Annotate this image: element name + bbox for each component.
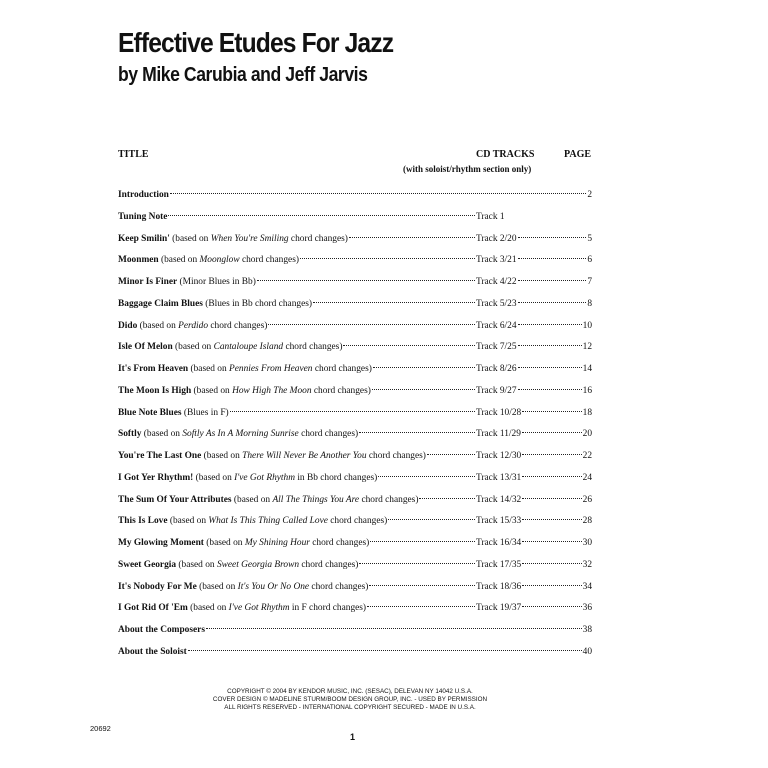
toc-entry-name: You're The Last One — [118, 451, 202, 461]
toc-entry-note-end: chord changes) — [239, 255, 299, 266]
toc-entry-note: (based on — [188, 364, 230, 374]
toc-row — [118, 185, 592, 199]
toc-entry-track: Track 15/33 — [476, 516, 522, 527]
toc-entry-note-end: chord changes) — [283, 342, 343, 353]
toc-entry-note-end: chord changes) — [309, 538, 370, 548]
toc-entry-name: Softly — [118, 429, 142, 440]
toc-entry-name: Keep Smilin' — [118, 233, 170, 244]
toc-entry-note: (based on — [193, 472, 235, 483]
page-number: 1 — [350, 732, 356, 742]
toc-row — [118, 272, 592, 286]
toc-entry-page: 16 — [582, 385, 592, 396]
toc-entry-note: (based on — [176, 559, 217, 570]
dot-leader — [313, 291, 475, 303]
toc-entry-note-end: in F chord changes) — [289, 603, 367, 614]
dot-leader — [388, 508, 475, 520]
toc-entry-note: (based on — [201, 451, 243, 461]
dot-leader — [518, 291, 587, 303]
toc-entry-track: Track 8/26 — [476, 364, 517, 374]
dot-leader — [427, 443, 475, 455]
dot-leader — [359, 552, 475, 564]
toc-entry-page: 10 — [582, 320, 592, 331]
toc-entry-track: Track 7/25 — [476, 342, 517, 353]
toc-row — [118, 446, 592, 460]
dot-leader — [518, 378, 582, 390]
toc-entry-track: Track 2/20 — [476, 233, 517, 244]
toc-entry-title — [118, 516, 387, 526]
toc-entry-source-tune: I've Got Rhythm — [234, 472, 295, 483]
dot-leader — [518, 226, 587, 238]
toc-entry-title — [118, 451, 426, 461]
dot-leader — [257, 269, 475, 281]
toc-entry-track: Track 11/29 — [476, 429, 521, 440]
toc-entry-name: Minor Is Finer — [118, 277, 178, 287]
toc-entry-note: (based on — [231, 494, 273, 505]
toc-entry-page: 8 — [587, 298, 592, 309]
toc-entry-source-tune: My Shining Hour — [244, 538, 310, 548]
toc-entry-source-tune: What Is This Thing Called Love — [208, 516, 328, 527]
book-authors: by Mike Carubia and Jeff Jarvis — [118, 64, 368, 86]
toc-row — [118, 620, 592, 634]
toc-entry-page: 18 — [582, 407, 592, 418]
copyright-line: COVER DESIGN © MADELINE STURM/BOOM DESIGN GROUP, INC. - USED BY PERMISSION — [212, 696, 488, 703]
toc-entry-page: 30 — [582, 538, 592, 548]
toc-entry-name: I Got Yer Rhythm! — [118, 472, 194, 483]
copyright-block — [190, 688, 510, 712]
toc-entry-note-end: chord changes) — [298, 429, 359, 440]
toc-entry-note-end: chord changes) — [312, 364, 372, 374]
toc-entry-note-end: chord changes) — [309, 581, 369, 592]
toc-row — [118, 598, 592, 612]
dot-leader — [373, 356, 475, 368]
dot-leader — [378, 465, 475, 477]
toc-entry-page: 2 — [587, 190, 592, 200]
dot-leader — [419, 487, 475, 499]
toc-row — [118, 381, 592, 395]
copyright-line: COPYRIGHT © 2004 BY KENDOR MUSIC, INC. (SESAC), DELEVAN NY 14042 U.S.A. — [227, 688, 473, 695]
dot-leader — [522, 487, 581, 499]
toc-entry-source-tune: There Will Never Be Another You — [242, 451, 367, 461]
toc-entry-title — [118, 299, 312, 309]
dot-leader — [518, 313, 582, 325]
book-title: Effective Etudes For Jazz — [118, 27, 394, 58]
toc-entry-track: Track 5/23 — [476, 298, 517, 309]
toc-row — [118, 403, 592, 417]
dot-leader — [268, 313, 475, 325]
toc-entry-title — [118, 538, 369, 548]
toc-entry-name: Tuning Note — [118, 211, 168, 222]
toc-entry-name: The Moon Is High — [118, 385, 192, 396]
toc-entry-title — [118, 364, 372, 374]
toc-entry-source-tune: How High The Moon — [232, 385, 312, 396]
dot-leader — [518, 356, 582, 368]
toc-entry-title — [118, 603, 366, 613]
toc-entry-note-end: chord changes) — [311, 385, 371, 396]
toc-row — [118, 250, 592, 264]
toc-entry-title — [118, 255, 299, 265]
catalog-number: 20692 — [90, 724, 111, 733]
toc-entry-note: (based on — [141, 429, 183, 440]
toc-entry-title — [118, 386, 371, 396]
toc-entry-track: Track 1 — [476, 211, 505, 222]
toc-entry-track: Track 9/27 — [476, 385, 517, 396]
dot-leader — [372, 378, 475, 390]
toc-entry-page: 32 — [582, 559, 592, 570]
toc-row — [118, 359, 592, 373]
toc-row — [118, 316, 592, 330]
toc-entry-name: About the Soloist — [118, 646, 187, 657]
toc-entry-name: Dido — [118, 320, 138, 331]
dot-leader — [522, 595, 581, 607]
toc-entry-title — [118, 212, 167, 222]
toc-entry-title — [118, 495, 418, 505]
toc-entry-track: Track 12/30 — [476, 451, 522, 461]
dot-leader — [343, 334, 475, 346]
toc-entry-page: 40 — [582, 646, 592, 657]
toc-entry-note: (based on — [169, 233, 211, 244]
toc-row — [118, 229, 592, 243]
toc-row — [118, 555, 592, 569]
toc-row — [118, 424, 592, 438]
toc-entry-title — [118, 277, 256, 287]
dot-leader — [522, 552, 581, 564]
toc-entry-page: 38 — [582, 625, 592, 635]
toc-entry-name: Isle Of Melon — [118, 342, 173, 353]
column-header-title: TITLE — [118, 149, 149, 160]
toc-entry-name: The Sum Of Your Attributes — [118, 494, 232, 505]
dot-leader — [518, 334, 582, 346]
toc-row — [118, 207, 592, 221]
dot-leader — [522, 400, 581, 412]
toc-entry-note: (based on — [172, 342, 214, 353]
toc-entry-note: (based on — [187, 603, 229, 614]
dot-leader — [206, 617, 582, 629]
toc-entry-page: 6 — [587, 255, 592, 266]
toc-entry-source-tune: It's You Or No One — [237, 581, 310, 592]
dot-leader — [522, 530, 581, 542]
toc-entry-track: Track 6/24 — [476, 320, 517, 331]
toc-row — [118, 337, 592, 351]
toc-entry-note-end: chord changes) — [208, 320, 268, 331]
dot-leader — [359, 421, 475, 433]
toc-row — [118, 533, 592, 547]
dot-leader — [522, 508, 581, 520]
dot-leader — [349, 226, 475, 238]
toc-entry-note-end: chord changes) — [359, 494, 419, 505]
toc-entry-title — [118, 321, 267, 331]
toc-entry-page: 34 — [582, 581, 592, 592]
dot-leader — [522, 574, 581, 586]
dot-leader — [230, 400, 475, 412]
toc-entry-note-end: chord changes) — [366, 451, 426, 461]
toc-entry-name: My Glowing Moment — [118, 538, 204, 548]
toc-entry-note: (Minor Blues in Bb) — [177, 277, 256, 287]
toc-entry-source-tune: Pennies From Heaven — [229, 364, 313, 374]
toc-entry-source-tune: Sweet Georgia Brown — [216, 559, 300, 570]
toc-entry-title — [118, 647, 187, 657]
toc-entry-title — [118, 625, 205, 635]
toc-entry-name: Moonmen — [118, 255, 159, 266]
toc-row — [118, 642, 592, 656]
toc-entry-source-tune: When You're Smiling — [210, 233, 289, 244]
dot-leader — [300, 247, 475, 259]
toc-entry-source-tune: I've Got Rhythm — [228, 603, 290, 614]
toc-entry-track: Track 13/31 — [476, 472, 522, 483]
toc-entry-track: Track 3/21 — [476, 255, 517, 266]
dot-leader — [518, 269, 587, 281]
toc-row — [118, 511, 592, 525]
dot-leader — [522, 421, 582, 433]
toc-entry-track: Track 17/35 — [476, 559, 522, 570]
toc-entry-note: (based on — [137, 320, 179, 331]
toc-entry-page: 12 — [582, 342, 592, 353]
column-header-page: PAGE — [564, 149, 592, 160]
column-header-cd-note: (with soloist/rhythm section only) — [403, 164, 532, 174]
toc-entry-title — [118, 582, 368, 592]
toc-entry-title — [118, 473, 377, 483]
dot-leader — [518, 247, 587, 259]
toc-entry-note-end: chord changes) — [288, 233, 348, 244]
toc-entry-name: It's From Heaven — [118, 364, 189, 374]
toc-entry-note: (based on — [196, 581, 238, 592]
toc-entry-name: About the Composers — [118, 625, 205, 635]
toc-entry-page: 20 — [582, 429, 592, 440]
toc-entry-name: This Is Love — [118, 516, 168, 527]
toc-entry-note-end: chord changes) — [327, 516, 388, 527]
toc-row — [118, 577, 592, 591]
toc-entry-source-tune: Cantaloupe Island — [213, 342, 284, 353]
toc-entry-title — [118, 234, 348, 244]
toc-row — [118, 468, 592, 482]
toc-entry-name: Blue Note Blues — [118, 407, 182, 418]
toc-entry-page: 5 — [587, 233, 592, 244]
toc-entry-page: 14 — [582, 364, 592, 374]
toc-entry-note-end: in Bb chord changes) — [294, 472, 378, 483]
toc-entry-source-tune: Perdido — [178, 320, 209, 331]
toc-entry-track: Track 14/32 — [476, 494, 522, 505]
toc-entry-page: 22 — [582, 451, 592, 461]
dot-leader — [522, 443, 581, 455]
toc-entry-source-tune: Moonglow — [199, 255, 240, 266]
toc-row — [118, 294, 592, 308]
toc-entry-title — [118, 408, 229, 418]
dot-leader — [522, 465, 581, 477]
toc-entry-track: Track 19/37 — [476, 603, 522, 614]
toc-entry-title — [118, 190, 169, 200]
toc-entry-track: Track 18/36 — [476, 581, 522, 592]
column-header-cd-tracks: CD TRACKS — [476, 149, 535, 160]
toc-entry-track: Track 10/28 — [476, 407, 522, 418]
toc-entry-page: 28 — [582, 516, 592, 527]
dot-leader — [369, 574, 475, 586]
toc-entry-note: (Blues in F) — [181, 407, 229, 418]
toc-entry-name: Introduction — [118, 190, 169, 200]
toc-entry-note: (Blues in Bb chord changes) — [202, 298, 312, 309]
dot-leader — [370, 530, 475, 542]
toc-entry-page: 24 — [582, 472, 592, 483]
toc-entry-title — [118, 342, 342, 352]
toc-row — [118, 490, 592, 504]
toc-entry-note: (based on — [167, 516, 209, 527]
toc-entry-note: (based on — [158, 255, 200, 266]
toc-entry-source-tune: Softly As In A Morning Sunrise — [182, 429, 299, 440]
dot-leader — [170, 182, 586, 194]
toc-entry-source-tune: All The Things You Are — [272, 494, 360, 505]
toc-entry-title — [118, 429, 358, 439]
toc-entry-page: 36 — [582, 603, 592, 614]
toc-entry-page: 7 — [587, 277, 592, 287]
toc-entry-name: I Got Rid Of 'Em — [118, 603, 188, 614]
dot-leader — [188, 639, 582, 651]
toc-entry-name: Baggage Claim Blues — [118, 298, 203, 309]
dot-leader — [367, 595, 475, 607]
toc-entry-name: It's Nobody For Me — [118, 581, 197, 592]
toc-entry-title — [118, 560, 358, 570]
toc-entry-track: Track 4/22 — [476, 277, 517, 287]
copyright-line: ALL RIGHTS RESERVED - INTERNATIONAL COPYRIGHT SECURED - MADE IN U.S.A. — [224, 704, 476, 711]
toc-entry-note-end: chord changes) — [299, 559, 359, 570]
toc-entry-track: Track 16/34 — [476, 538, 522, 548]
toc-entry-page: 26 — [582, 494, 592, 505]
dot-leader — [168, 204, 475, 216]
toc-entry-note: (based on — [191, 385, 233, 396]
toc-entry-name: Sweet Georgia — [118, 559, 177, 570]
toc-entry-note: (based on — [203, 538, 245, 548]
